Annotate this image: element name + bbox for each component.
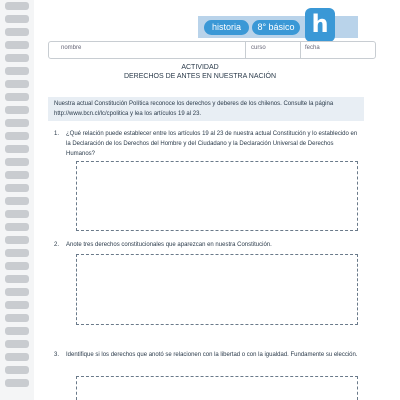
- divider: [245, 42, 246, 58]
- ring: [5, 184, 29, 192]
- ring: [5, 236, 29, 244]
- ring: [5, 145, 29, 153]
- question-number: 3.: [54, 352, 60, 358]
- ring: [5, 80, 29, 88]
- ring: [5, 28, 29, 36]
- name-field-label: nombre: [61, 45, 82, 51]
- intro-box: Nuestra actual Constitución Política reconoce los derechos y deberes de los chilenos. Consulte la página http://www.bcn.cl/lc/cpolitica y lea los artículos 19 al 23.: [48, 97, 364, 121]
- ring: [5, 314, 29, 322]
- question-3: [54, 350, 360, 360]
- ring: [5, 197, 29, 205]
- answer-box-3[interactable]: [76, 376, 358, 400]
- grade-badge: 8° básico: [252, 20, 300, 35]
- question-1: [54, 129, 360, 159]
- student-info-row: [48, 41, 376, 59]
- ring: [5, 288, 29, 296]
- ring: [5, 54, 29, 62]
- ring: [5, 275, 29, 283]
- ring: [5, 158, 29, 166]
- divider: [300, 42, 301, 58]
- ring: [5, 106, 29, 114]
- question-number: 2.: [54, 242, 60, 248]
- ring: [5, 210, 29, 218]
- question-text: ¿Qué relación puede establecer entre los artículos 19 al 23 de nuestra actual Constitución y lo establecido en la Declaración de los Derechos del Hombre y del Ciudadano y la Declaración Universal de Derechos Humanos?: [66, 131, 358, 157]
- ring: [5, 132, 29, 140]
- ring: [5, 2, 29, 10]
- ring: [5, 262, 29, 270]
- question-number: 1.: [54, 131, 60, 137]
- ring: [5, 366, 29, 374]
- ring: [5, 93, 29, 101]
- notebook-binding: [0, 0, 34, 400]
- subject-badge: historia: [204, 20, 249, 35]
- ring: [5, 353, 29, 361]
- ring: [5, 379, 29, 387]
- question-text: Anote tres derechos constitucionales que aparezcan en nuestra Constitución.: [66, 242, 272, 248]
- answer-box-2[interactable]: [76, 254, 358, 325]
- activity-title: ACTIVIDAD: [181, 64, 219, 71]
- ring: [5, 41, 29, 49]
- ring: [5, 15, 29, 23]
- date-field-label: fecha: [305, 45, 320, 51]
- logo-h: h: [305, 8, 335, 42]
- question-2: [54, 240, 360, 250]
- question-text: Identifique si los derechos que anotó se relacionen con la libertad o con la igualdad. Fundamente su elección.: [66, 352, 358, 358]
- ring: [5, 223, 29, 231]
- spiral-rings: [5, 2, 29, 392]
- ring: [5, 171, 29, 179]
- course-field-label: curso: [251, 45, 266, 51]
- ring: [5, 340, 29, 348]
- ring: [5, 119, 29, 127]
- activity-subtitle: DERECHOS DE ANTES EN NUESTRA NACIÓN: [123, 73, 277, 80]
- ring: [5, 327, 29, 335]
- ring: [5, 301, 29, 309]
- ring: [5, 249, 29, 257]
- answer-box-1[interactable]: [76, 161, 358, 231]
